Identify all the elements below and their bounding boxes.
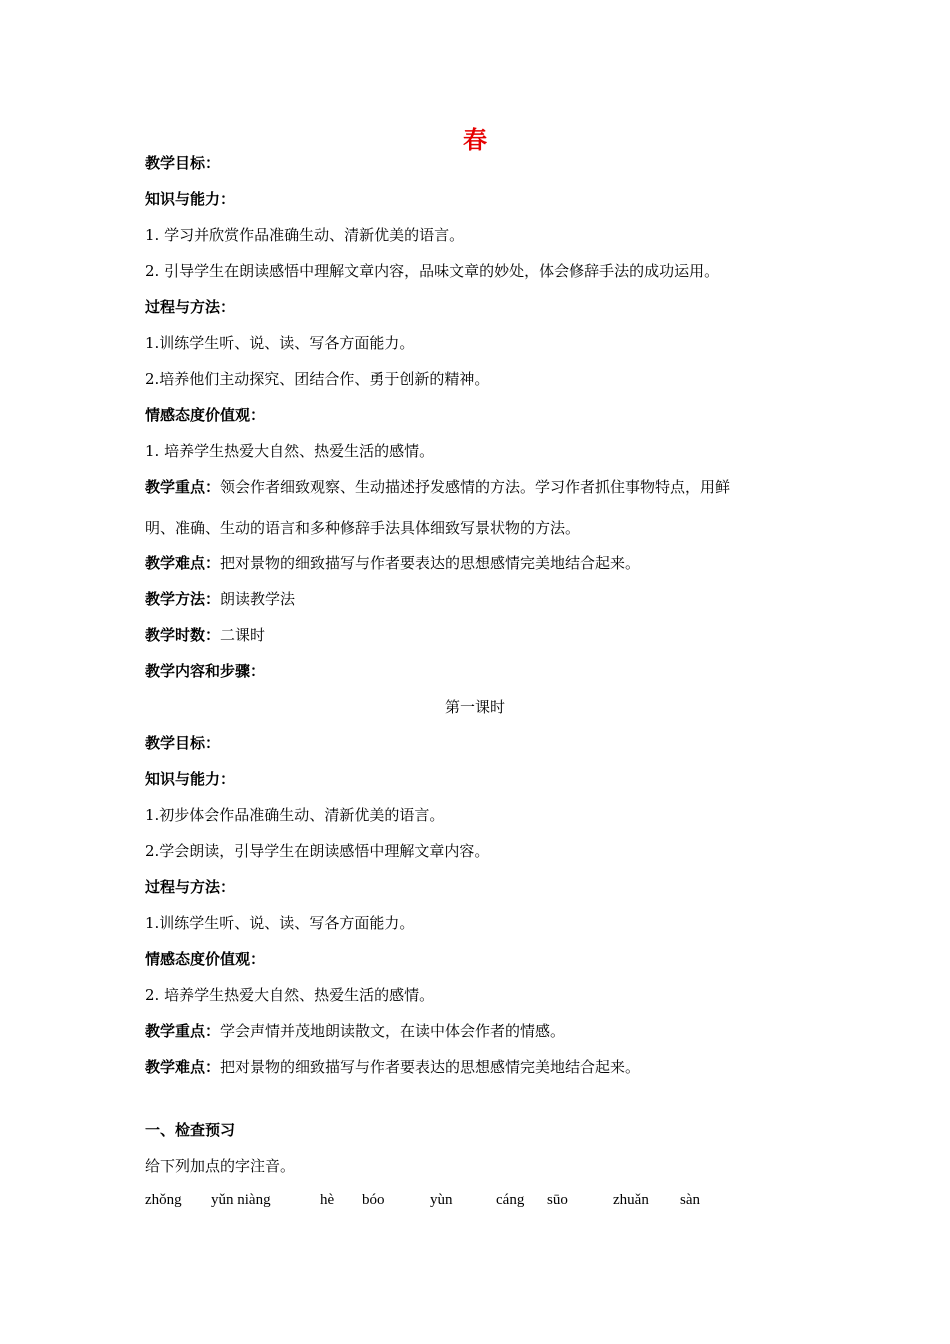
process-item: 1.训练学生听、说、读、写各方面能力。 [145,334,415,352]
pinyin-item: yùn [430,1192,453,1208]
process-item: 2.培养他们主动探究、团结合作、勇于创新的精神。 [145,370,490,388]
section1-instruction: 给下列加点的字注音。 [145,1157,296,1175]
emotion-item: 1. 培养学生热爱大自然、热爱生活的感情。 [145,442,435,460]
l1-knowledge-heading: 知识与能力： [145,770,236,788]
difficulty-paragraph [145,553,640,573]
pinyin-item: cáng [496,1192,525,1208]
lesson1-title: 第一课时 [444,698,505,716]
l1-emotion-heading: 情感态度价值观： [145,950,266,968]
document-title: 春 [463,126,487,154]
l1-emotion-item: 2. 培养学生热爱大自然、热爱生活的感情。 [145,986,435,1004]
pinyin-item: zhǒng [145,1192,182,1208]
pinyin-item: hè [320,1192,335,1208]
pinyin-item: zhuǎn [613,1192,649,1208]
l1-knowledge-item: 1.初步体会作品准确生动、清新优美的语言。 [145,806,445,824]
knowledge-item: 1. 学习并欣赏作品准确生动、清新优美的语言。 [145,226,465,244]
l1-knowledge-item: 2.学会朗读，引导学生在朗读感悟中理解文章内容。 [145,842,490,860]
l1-difficulty-paragraph [145,1057,640,1077]
section1-heading: 一、检查预习 [145,1121,236,1139]
l1-focus-paragraph [145,1021,565,1041]
focus-text-continued: 明、准确、生动的语言和多种修辞手法具体细致写景状物的方法。 [145,519,581,537]
hours-paragraph [145,625,265,645]
focus-label: 教学重点： [145,478,221,496]
l1-process-heading: 过程与方法： [145,878,236,896]
focus-paragraph [145,477,730,497]
pinyin-item: sàn [680,1192,700,1208]
pinyin-item: sūo [547,1192,568,1208]
knowledge-heading: 知识与能力： [145,190,236,208]
process-heading: 过程与方法： [145,298,236,316]
hours-label: 教学时数： [145,626,221,644]
content-heading: 教学内容和步骤： [145,662,266,680]
hours-text: 二课时 [220,626,266,644]
difficulty-label: 教学难点： [145,554,221,572]
l1-goals-heading: 教学目标： [145,734,221,752]
method-label: 教学方法： [145,590,221,608]
l1-focus-text: 学会声情并茂地朗读散文，在读中体会作者的情感。 [220,1022,566,1040]
pinyin-item: yǔn niàng [211,1192,271,1208]
l1-difficulty-text: 把对景物的细致描写与作者要表达的思想感情完美地结合起来。 [220,1058,641,1076]
l1-difficulty-label: 教学难点： [145,1058,221,1076]
emotion-heading: 情感态度价值观： [145,406,266,424]
difficulty-text: 把对景物的细致描写与作者要表达的思想感情完美地结合起来。 [220,554,641,572]
method-paragraph [145,589,295,609]
l1-process-item: 1.训练学生听、说、读、写各方面能力。 [145,914,415,932]
l1-focus-label: 教学重点： [145,1022,221,1040]
teaching-goals-heading: 教学目标： [145,154,221,172]
knowledge-item: 2. 引导学生在朗读感悟中理解文章内容，品味文章的妙处，体会修辞手法的成功运用。 [145,262,720,280]
method-text: 朗读教学法 [220,590,296,608]
pinyin-item: bóo [362,1192,385,1208]
focus-text: 领会作者细致观察、生动描述抒发感情的方法。学习作者抓住事物特点，用鲜 [220,478,731,496]
